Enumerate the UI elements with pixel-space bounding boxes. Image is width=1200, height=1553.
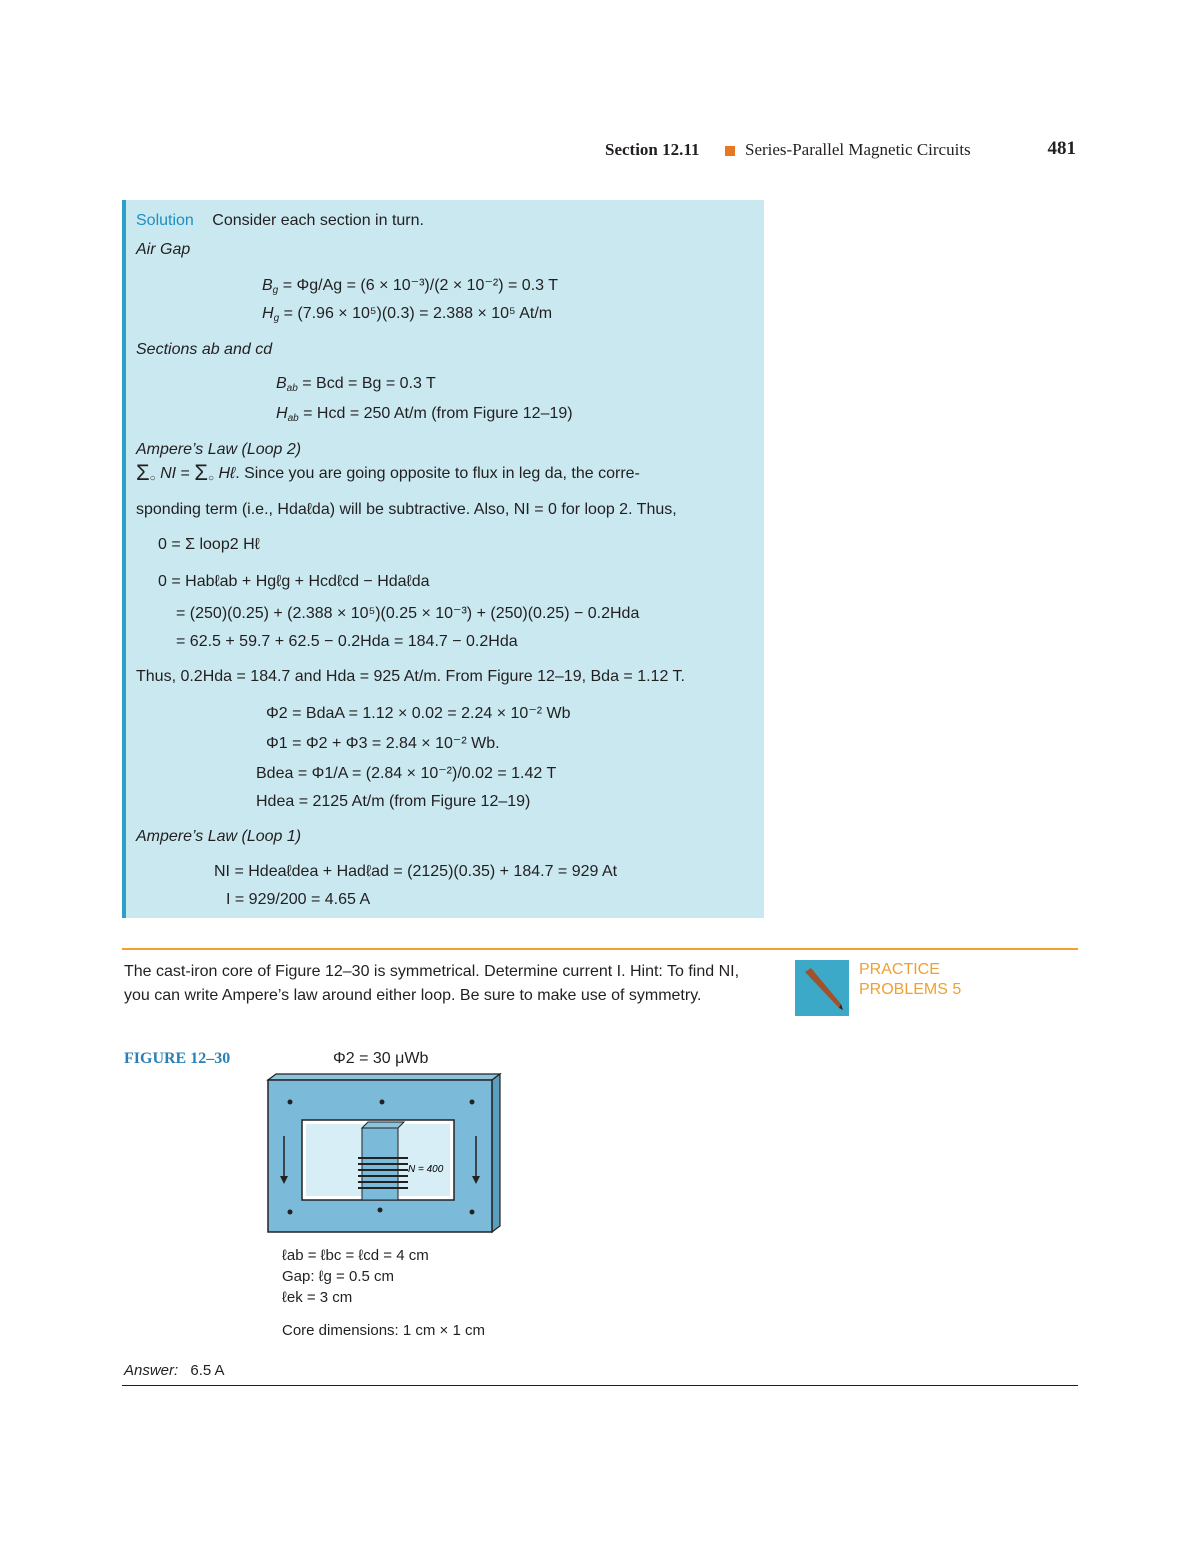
pencil-icon (795, 960, 849, 1016)
sections-heading: Sections ab and cd (136, 341, 273, 358)
equation-bab: $B_{ab}$ = Bcd = Bg = 0.3 T (276, 375, 436, 394)
header-bullet (725, 146, 735, 156)
equation-bg: $B_g = \Phi g/Ag = (6 \times 10^{-3})/(2 \times 10^{-2}) = 0.3$ T (262, 277, 558, 296)
equation-hab: $H_{ab}$ = Hcd = 250 At/m (from Figure 12–19) (276, 405, 573, 424)
dimension-1: ℓab = ℓbc = ℓcd = 4 cm (282, 1247, 429, 1264)
practice-problems-label: PRACTICE PROBLEMS 5 (859, 961, 962, 998)
equation-ni: NI = Hdeaℓdea + Hadℓad = (2125)(0.35) + 184.7 = 929 At (214, 863, 618, 880)
solution-intro-line (136, 212, 424, 230)
equation-phi2: Φ2 = BdaA = 1.12 × 0.02 = 2.24 × 10⁻² Wb (266, 705, 571, 722)
practice-problem-text: The cast-iron core of Figure 12–30 is symmetrical. Determine current I. Hint: To find NI, you can write Ampere’s law around either loop. Be sure to make use of symmetry. (124, 963, 740, 1004)
equation-zero-sum: 0 = Σ loop2 Hℓ (158, 536, 260, 553)
section-number: Section 12.11 (605, 140, 700, 159)
thus-line: Thus, 0.2Hda = 184.7 and Hda = 925 At/m. From Figure 12–19, Bda = 1.12 T. (136, 668, 685, 685)
equation-current: I = 929/200 = 4.65 A (226, 891, 371, 908)
equation-substitution: = (250)(0.25) + (2.388 × 10⁵)(0.25 × 10⁻³) + (250)(0.25) − 0.2Hda (176, 605, 640, 622)
page-number: 481 (1047, 138, 1076, 159)
solution-label: Solution (136, 212, 194, 229)
running-header (605, 140, 1080, 164)
magnetic-core-figure (262, 1072, 502, 1238)
equation-zero-expand: 0 = Habℓab + Hgℓg + Hcdℓcd − Hdaℓda (158, 573, 430, 590)
answer (124, 1362, 225, 1379)
ampere-loop1-heading: Ampere’s Law (Loop 1) (136, 828, 302, 845)
answer-label: Answer: (124, 1362, 179, 1379)
turns-label: N = 400 (408, 1164, 444, 1175)
dimension-3: ℓek = 3 cm (282, 1289, 353, 1306)
section-title: Series-Parallel Magnetic Circuits (745, 140, 971, 159)
dimension-2: Gap: ℓg = 0.5 cm (282, 1268, 394, 1285)
equation-numeric: = 62.5 + 59.7 + 62.5 − 0.2Hda = 184.7 − 0.2Hda (176, 633, 518, 650)
equation-phi1: Φ1 = Φ2 + Φ3 = 2.84 × 10⁻² Wb. (266, 735, 500, 752)
core-dimensions: Core dimensions: 1 cm × 1 cm (282, 1322, 485, 1339)
ampere-loop2-heading: Ampere’s Law (Loop 2) (136, 441, 302, 458)
equation-hg: $H_g = (7.96 \times 10^5)(0.3) = 2.388 \times 10^5$ At/m (262, 305, 553, 324)
solution-intro: Consider each section in turn. (212, 212, 424, 229)
figure-flux-label: Φ2 = 30 μWb (333, 1050, 429, 1067)
loop2-text-a: $\Sigma_○$ NI = $\Sigma_○$ Hℓ. Since you are going opposite to flux in leg da, the corre- (136, 460, 640, 485)
loop2-text-b: sponding term (i.e., Hdaℓda) will be subtractive. Also, NI = 0 for loop 2. Thus, (136, 501, 677, 518)
equation-bdea: Bdea = Φ1/A = (2.84 × 10⁻²)/0.02 = 1.42 T (256, 765, 557, 782)
figure-dimensions (282, 1245, 429, 1308)
figure-label: FIGURE 12–30 (124, 1050, 231, 1067)
section-divider (122, 948, 1078, 950)
equation-hdea: Hdea = 2125 At/m (from Figure 12–19) (256, 793, 531, 810)
bottom-rule (122, 1385, 1078, 1386)
air-gap-heading: Air Gap (136, 241, 191, 258)
answer-value: 6.5 A (190, 1362, 225, 1379)
